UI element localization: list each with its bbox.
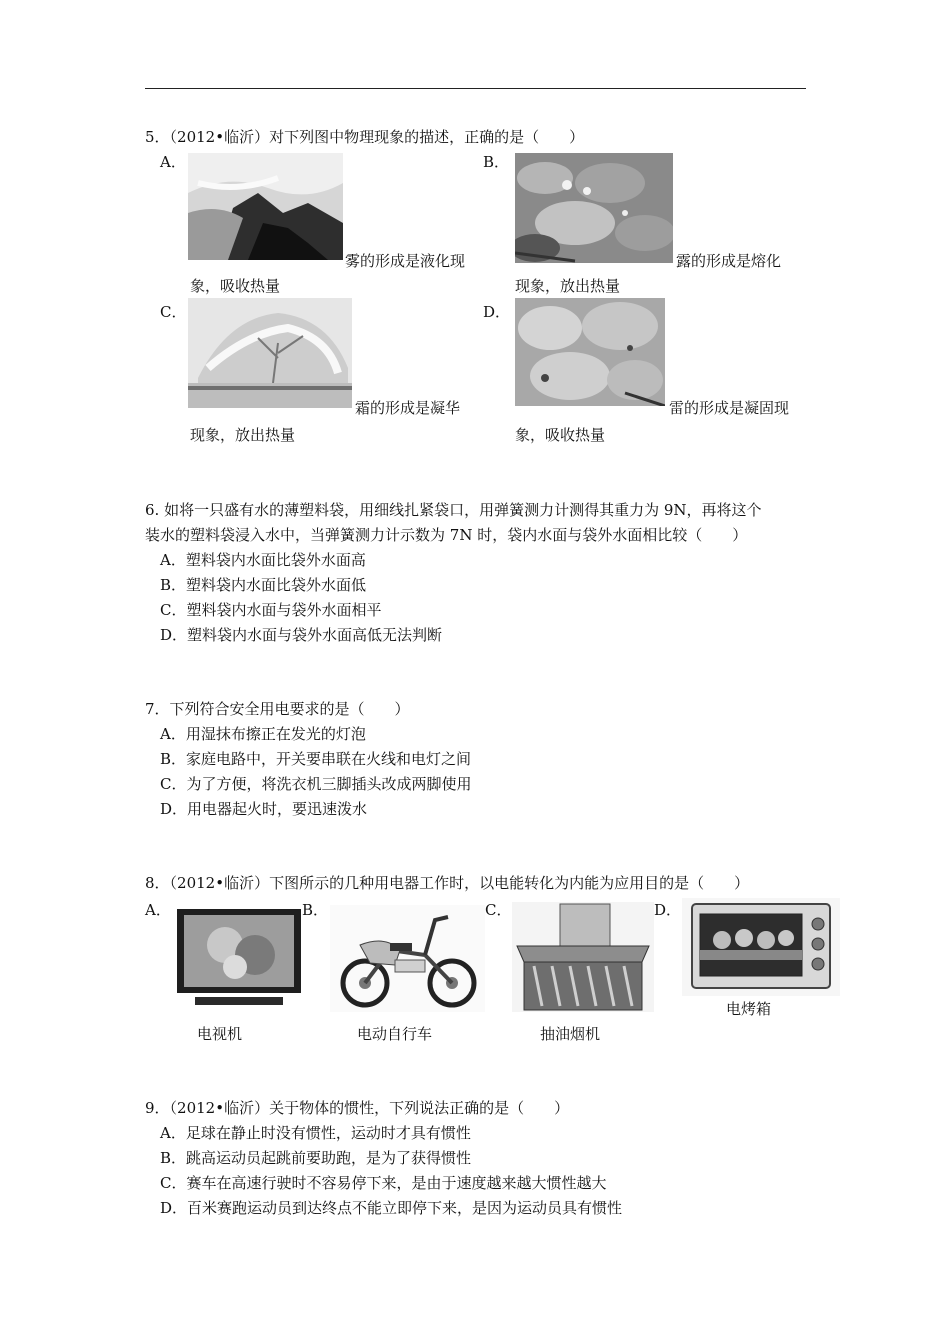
q5-option-b-text-1: 露的形成是熔化 — [676, 252, 782, 270]
q5-option-a-text-2: 象，吸收热量 — [190, 277, 281, 295]
q9-option-b: B．跳高运动员起跳前要助跑，是为了获得惯性 — [160, 1149, 472, 1167]
q8-stem: 8．（2012•临沂）下图所示的几种用电器工作时，以电能转化为内能为应用目的是（ ） — [145, 874, 750, 892]
q5-option-d-text-1: 雷的形成是凝固现 — [669, 399, 790, 417]
q6-option-d: D．塑料袋内水面与袋外水面高低无法判断 — [160, 626, 443, 644]
q8-option-d-label: D． — [654, 901, 682, 919]
q8-option-d-caption: 电烤箱 — [726, 1000, 772, 1018]
q6-option-a: A．塑料袋内水面比袋外水面高 — [160, 551, 366, 569]
q6-stem-line-2: 装水的塑料袋浸入水中，当弹簧测力计示数为 7N 时，袋内水面与袋外水面相比较（ ） — [145, 526, 748, 544]
q5-option-c-text-2: 现象，放出热量 — [190, 426, 296, 444]
q8-option-a-caption: 电视机 — [197, 1025, 243, 1043]
electric-bicycle-image — [330, 905, 485, 1012]
q9-option-c: C．赛车在高速行驶时不容易停下来，是由于速度越来越大惯性越大 — [160, 1174, 607, 1192]
q5-option-d-text-2: 象，吸收热量 — [515, 426, 606, 444]
q8-option-c-label: C． — [485, 901, 512, 919]
q7-option-c: C．为了方便，将洗衣机三脚插头改成两脚使用 — [160, 775, 472, 793]
q9-option-d: D．百米赛跑运动员到达终点不能立即停下来，是因为运动员具有惯性 — [160, 1199, 623, 1217]
q6-stem-line-1: 6. 如将一只盛有水的薄塑料袋，用细线扎紧袋口，用弹簧测力计测得其重力为 9N，再将这个 — [145, 501, 762, 519]
electric-oven-image — [682, 898, 840, 996]
q5-option-c-label: C． — [160, 303, 187, 321]
q6-option-c: C．塑料袋内水面与袋外水面相平 — [160, 601, 382, 619]
q5-option-b-text-2: 现象，放出热量 — [515, 277, 621, 295]
rime-leaves-photo — [515, 298, 665, 406]
fog-mountain-photo — [188, 153, 343, 260]
q7-option-a: A．用湿抹布擦正在发光的灯泡 — [160, 725, 366, 743]
q8-option-b-caption: 电动自行车 — [357, 1025, 433, 1043]
q7-option-d: D．用电器起火时，要迅速泼水 — [160, 800, 368, 818]
q6-option-b: B．塑料袋内水面比袋外水面低 — [160, 576, 367, 594]
q8-option-c-caption: 抽油烟机 — [540, 1025, 601, 1043]
television-image — [175, 905, 303, 1012]
q8-option-b-label: B． — [302, 901, 329, 919]
q8-option-a-label: A． — [145, 901, 171, 919]
q5-option-d-label: D． — [483, 303, 511, 321]
q9-option-a: A．足球在静止时没有惯性，运动时才具有惯性 — [160, 1124, 471, 1142]
q5-option-b-label: B． — [483, 153, 510, 171]
q5-option-a-text-1: 雾的形成是液化现 — [345, 252, 466, 270]
range-hood-image — [512, 902, 654, 1012]
dew-leaves-photo — [515, 153, 673, 263]
q9-stem: 9．（2012•临沂）关于物体的惯性，下列说法正确的是（ ） — [145, 1099, 570, 1117]
q5-stem: 5．（2012•临沂）对下列图中物理现象的描述，正确的是（ ） — [145, 128, 585, 146]
q5-option-a-label: A． — [160, 153, 186, 171]
q5-option-c-text-1: 霜的形成是凝华 — [355, 399, 461, 417]
q7-stem: 7．下列符合安全用电要求的是（ ） — [145, 700, 410, 718]
q7-option-b: B．家庭电路中，开关要串联在火线和电灯之间 — [160, 750, 472, 768]
frost-tree-photo — [188, 298, 352, 408]
header-rule — [145, 88, 806, 89]
